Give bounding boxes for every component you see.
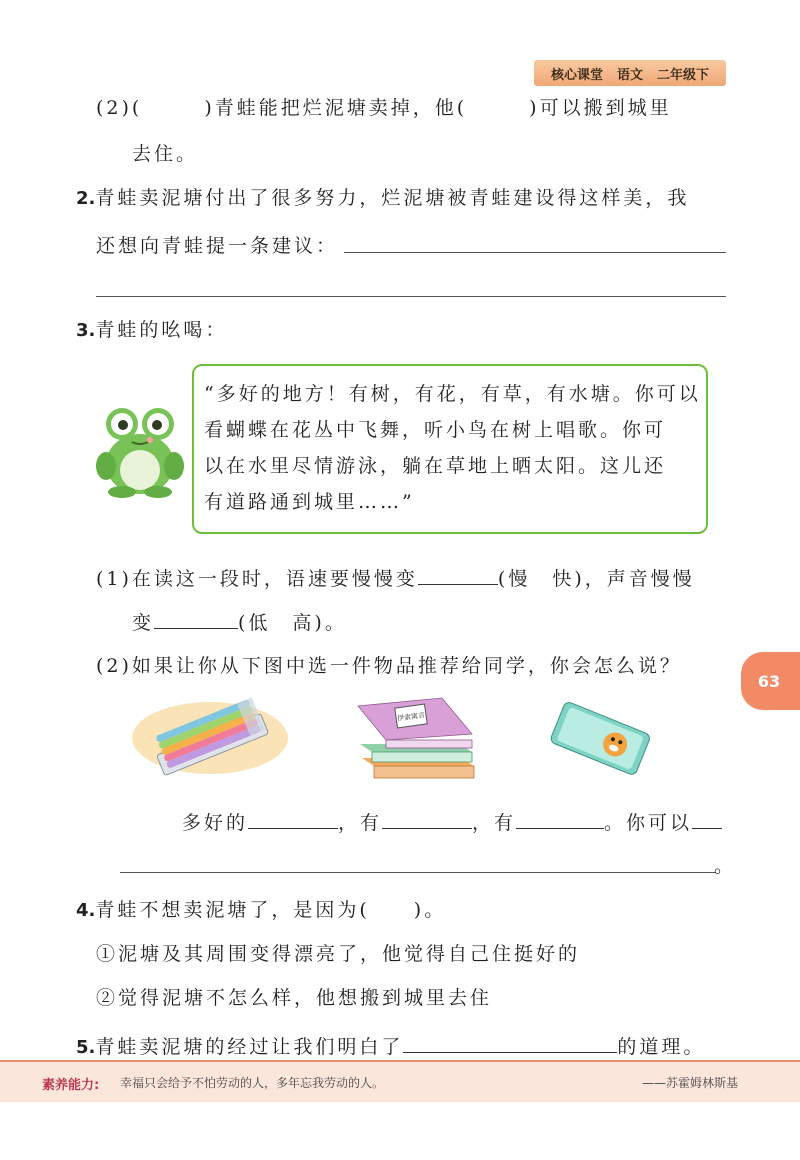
footer-label: 素养能力: — [42, 1078, 100, 1093]
feature2-blank[interactable] — [516, 806, 604, 829]
q5-blank[interactable] — [403, 1030, 617, 1053]
quote-line-4: 有道路通到城里……” — [204, 491, 415, 513]
recommend-sentence: 多好的 ，有 ，有 。你可以 — [182, 806, 722, 837]
quote-line-3: 以在水里尽情游泳，躺在草地上晒太阳。这儿还 — [204, 455, 667, 477]
q3-number: 3. — [76, 320, 96, 341]
grade-name: 二年级下 — [657, 67, 710, 83]
series-name: 核心课堂 — [550, 67, 603, 83]
q2-number: 2. — [76, 188, 96, 209]
q3-title: 3.青蛙的吆喝： — [76, 319, 228, 341]
feature1-blank[interactable] — [382, 806, 472, 829]
frog-quote-box — [192, 364, 708, 534]
q3-sub1-line1: (1)在读这一段时，语速要慢慢变 (慢 快)，声音慢慢 — [96, 562, 695, 593]
q2-line1: 2.青蛙卖泥塘付出了很多努力，烂泥塘被青蛙建设得这样美，我 — [76, 187, 690, 209]
use-blank-start[interactable] — [692, 806, 722, 829]
q1-part2-line1: (2)( )青蛙能把烂泥塘卖掉，他( )可以搬到城里 — [96, 97, 672, 119]
recommend-end-mark: 。 — [714, 855, 737, 877]
markers-illustration — [130, 694, 290, 778]
footer-quote: 幸福只会给予不怕劳动的人，多年忘我劳动的人。 — [120, 1076, 385, 1090]
quote-line-2: 看蝴蝶在花丛中飞舞，听小鸟在树上唱歌。你可 — [204, 419, 667, 441]
q4-option-1[interactable]: ①泥塘及其周围变得漂亮了，他觉得自己住挺好的 — [96, 943, 581, 965]
quote-line-1: “多好的地方！有树，有花，有草，有水塘。你可以 — [204, 383, 701, 405]
eraser-illustration — [544, 694, 654, 784]
item-blank[interactable] — [248, 806, 338, 829]
books-illustration — [350, 694, 480, 786]
q1-part2-line2: 去住。 — [132, 143, 199, 165]
q2-answer-line-1[interactable] — [344, 252, 726, 253]
q4-option-2[interactable]: ②觉得泥塘不怎么样，他想搬到城里去住 — [96, 987, 493, 1009]
frog-illustration — [92, 406, 188, 498]
q5-number: 5. — [76, 1037, 96, 1058]
recommend-answer-line[interactable] — [120, 872, 716, 873]
q3-sub1-line2: 变 (低 高)。 — [132, 606, 347, 637]
q5-line: 5.青蛙卖泥塘的经过让我们明白了 的道理。 — [76, 1030, 705, 1062]
voice-blank[interactable] — [154, 606, 238, 629]
header-tag — [534, 60, 726, 86]
subject-name: 语文 — [616, 67, 643, 83]
footer-bar — [0, 1060, 800, 1102]
book-title: 伊索寓言 — [396, 711, 426, 723]
q4-stem: 4.青蛙不想卖泥塘了，是因为( )。 — [76, 899, 447, 921]
q3-sub2-question: (2)如果让你从下图中选一件物品推荐给同学，你会怎么说？ — [96, 655, 682, 677]
q2-answer-line-2[interactable] — [96, 296, 726, 297]
page-number: 63 — [757, 671, 781, 691]
speed-blank[interactable] — [418, 562, 498, 585]
page-number-tab — [741, 652, 800, 710]
q2-line2: 还想向青蛙提一条建议： — [96, 235, 339, 257]
footer-author: ——苏霍姆林斯基 — [641, 1076, 738, 1090]
q4-number: 4. — [76, 900, 96, 921]
